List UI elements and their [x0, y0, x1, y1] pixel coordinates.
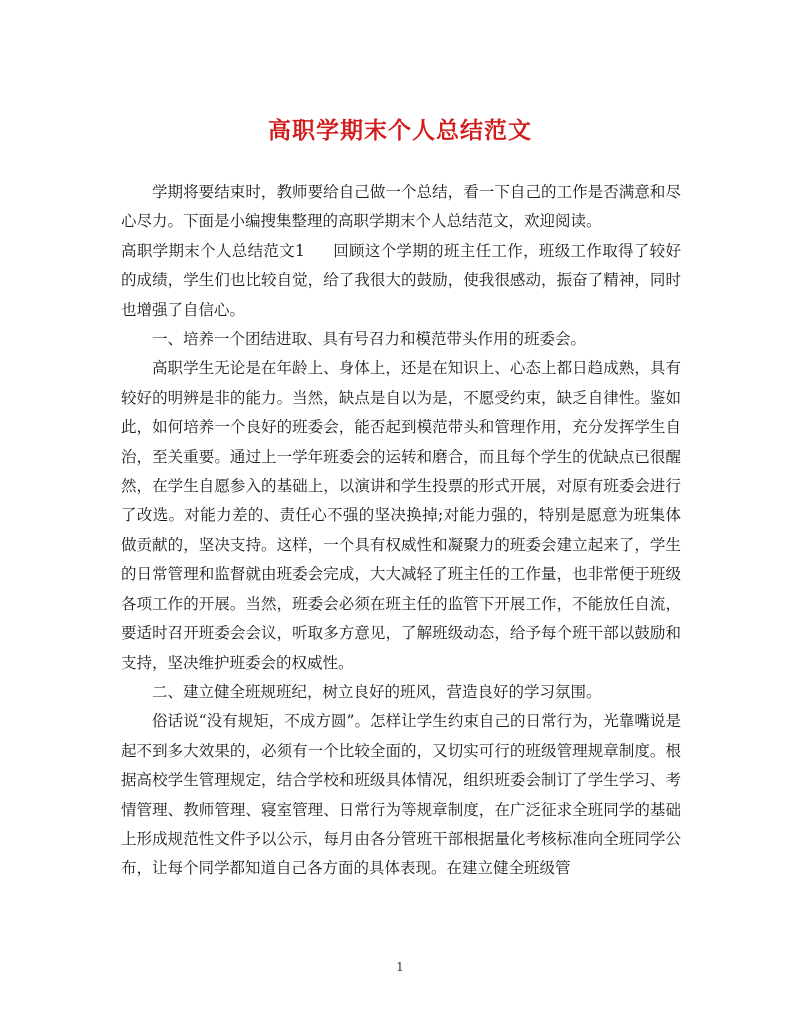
point-one-heading: 一、培养一个团结进取、具有号召力和模范带头作用的班委会。	[152, 330, 587, 349]
point-two-heading: 二、建立健全班规班纪，树立良好的班风，营造良好的学习氛围。	[152, 682, 602, 701]
document-body	[121, 178, 681, 884]
document-title: 高职学期末个人总结范文	[268, 117, 532, 144]
section-heading: 高职学期末个人总结范文1	[121, 241, 305, 260]
page-number: 1	[396, 960, 404, 974]
section-lead: 回顾这个学期的班主任工作，班级工作取得了较好的成绩，学生们也比较自觉，给了我很大的鼓励，使我很感动，振奋了精神，同时也增强了自信心。	[121, 241, 681, 319]
point-one-paragraph: 高职学生无论是在年龄上、身体上，还是在知识上、心态上都日趋成熟，具有较好的明辨是非的能力。当然，缺点是自以为是，不愿受约束，缺乏自律性。鉴如此，如何培养一个良好的班委会，能否起到模范带头和管理作用，充分发挥学生自治，至关重要。通过上一学年班委会的运转和磨合，而且每个学生的优缺点已很醒然，在学生自愿参入的基础上，以演讲和学生投票的形式开展，对原有班委会进行了改选。对能力差的、责任心不强的坚决换掉;对能力强的，特别是愿意为班集体做贡献的，坚决支持。这样，一个具有权威性和凝聚力的班委会建立起来了，学生的日常管理和监督就由班委会完成，大大减轻了班主任的工作量，也非常便于班级各项工作的开展。当然，班委会必须在班主任的监管下开展工作，不能放任自流，要适时召开班委会会议，听取多方意见，了解班级动态，给予每个班干部以鼓励和支持，坚决维护班委会的权威性。	[121, 359, 681, 672]
point-two-paragraph: 俗话说“没有规矩，不成方圆”。怎样让学生约束自己的日常行为，光靠嘴说是起不到多大效果的，必须有一个比较全面的，又切实可行的班级管理规章制度。根据高校学生管理规定，结合学校和班级具体情况，组织班委会制订了学生学习、考情管理、教师管理、寝室管理、日常行为等规章制度，在广泛征求全班同学的基础上形成规范性文件予以公示，每月由各分管班干部根据量化考核标准向全班同学公布，让每个同学都知道自己各方面的具体表现。在建立健全班级管	[121, 712, 681, 878]
section-paragraph	[121, 237, 681, 325]
intro-paragraph: 学期将要结束时，教师要给自己做一个总结，看一下自己的工作是否满意和尽心尽力。下面是小编搜集整理的高职学期末个人总结范文，欢迎阅读。	[121, 183, 681, 231]
